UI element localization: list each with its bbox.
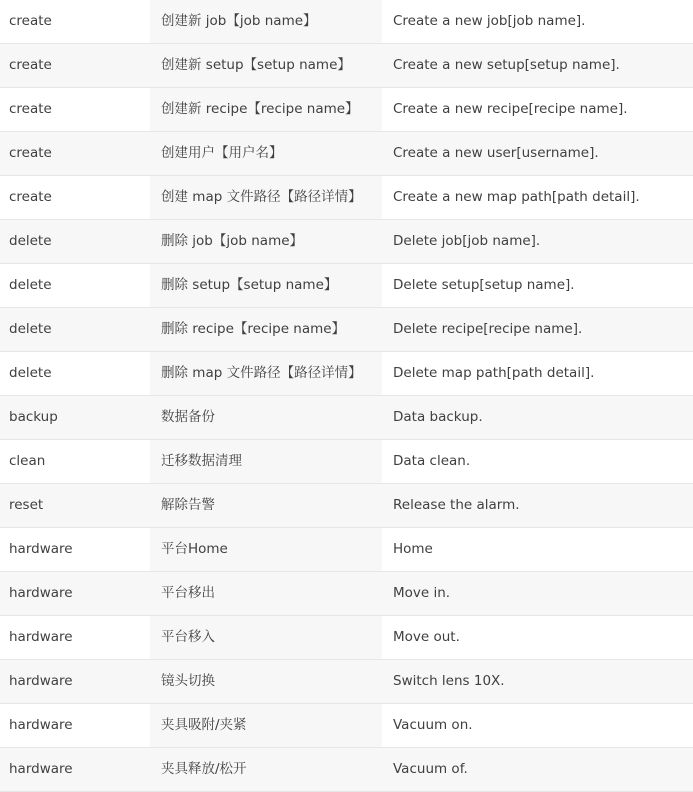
chinese-description-cell: 数据备份	[150, 396, 382, 439]
table-row	[0, 132, 693, 176]
english-description-cell: Delete setup[setup name].	[393, 276, 575, 293]
english-description-cell: Data backup.	[393, 408, 483, 425]
english-description-cell: Delete recipe[recipe name].	[393, 320, 583, 337]
table-row	[0, 616, 693, 660]
action-type-cell: hardware	[9, 540, 73, 557]
english-description-cell: Create a new recipe[recipe name].	[393, 100, 628, 117]
table-row	[0, 176, 693, 220]
english-description-cell: Create a new job[job name].	[393, 12, 586, 29]
action-type-cell: hardware	[9, 628, 73, 645]
table-row	[0, 88, 693, 132]
english-description-cell: Vacuum of.	[393, 760, 468, 777]
action-type-cell: reset	[9, 496, 44, 513]
table-row	[0, 44, 693, 88]
chinese-description-cell: 创建 map 文件路径【路径详情】	[150, 176, 382, 219]
action-type-cell: delete	[9, 364, 52, 381]
chinese-description-cell: 解除告警	[150, 484, 382, 527]
english-description-cell: Move in.	[393, 584, 451, 601]
table-row	[0, 396, 693, 440]
chinese-description-cell: 镜头切换	[150, 660, 382, 703]
table-row	[0, 528, 693, 572]
table-row	[0, 308, 693, 352]
table-row	[0, 264, 693, 308]
table-row	[0, 660, 693, 704]
chinese-description-cell: 平台移入	[150, 616, 382, 659]
english-description-cell: Create a new setup[setup name].	[393, 56, 620, 73]
english-description-cell: Create a new map path[path detail].	[393, 188, 640, 205]
chinese-description-cell: 删除 map 文件路径【路径详情】	[150, 352, 382, 395]
action-type-cell: hardware	[9, 584, 73, 601]
table-row	[0, 440, 693, 484]
chinese-description-cell: 夹具吸附/夹紧	[150, 704, 382, 747]
chinese-description-cell: 创建新 job【job name】	[150, 0, 382, 43]
table-row	[0, 0, 693, 44]
english-description-cell: Switch lens 10X.	[393, 672, 505, 689]
table-row	[0, 484, 693, 528]
action-type-cell: create	[9, 188, 52, 205]
table-row	[0, 572, 693, 616]
action-type-cell: create	[9, 144, 52, 161]
table-row	[0, 748, 693, 792]
chinese-description-cell: 平台移出	[150, 572, 382, 615]
action-type-cell: create	[9, 12, 52, 29]
chinese-description-cell: 创建新 recipe【recipe name】	[150, 88, 382, 131]
action-type-cell: backup	[9, 408, 58, 425]
english-description-cell: Create a new user[username].	[393, 144, 599, 161]
english-description-cell: Vacuum on.	[393, 716, 473, 733]
english-description-cell: Move out.	[393, 628, 460, 645]
action-type-cell: create	[9, 100, 52, 117]
table-row	[0, 220, 693, 264]
action-type-cell: delete	[9, 232, 52, 249]
action-type-cell: hardware	[9, 716, 73, 733]
english-description-cell: Data clean.	[393, 452, 471, 469]
action-type-cell: hardware	[9, 760, 73, 777]
action-type-cell: delete	[9, 320, 52, 337]
action-type-cell: clean	[9, 452, 46, 469]
chinese-description-cell: 迁移数据清理	[150, 440, 382, 483]
english-description-cell: Home	[393, 540, 433, 557]
chinese-description-cell: 夹具释放/松开	[150, 748, 382, 791]
action-type-cell: delete	[9, 276, 52, 293]
chinese-description-cell: 创建用户【用户名】	[150, 132, 382, 175]
english-description-cell: Delete map path[path detail].	[393, 364, 595, 381]
english-description-cell: Delete job[job name].	[393, 232, 541, 249]
english-description-cell: Release the alarm.	[393, 496, 520, 513]
table-row	[0, 352, 693, 396]
action-type-cell: create	[9, 56, 52, 73]
chinese-description-cell: 删除 setup【setup name】	[150, 264, 382, 307]
action-type-cell: hardware	[9, 672, 73, 689]
chinese-description-cell: 删除 job【job name】	[150, 220, 382, 263]
chinese-description-cell: 平台Home	[150, 528, 382, 571]
chinese-description-cell: 删除 recipe【recipe name】	[150, 308, 382, 351]
chinese-description-cell: 创建新 setup【setup name】	[150, 44, 382, 87]
table-row	[0, 704, 693, 748]
